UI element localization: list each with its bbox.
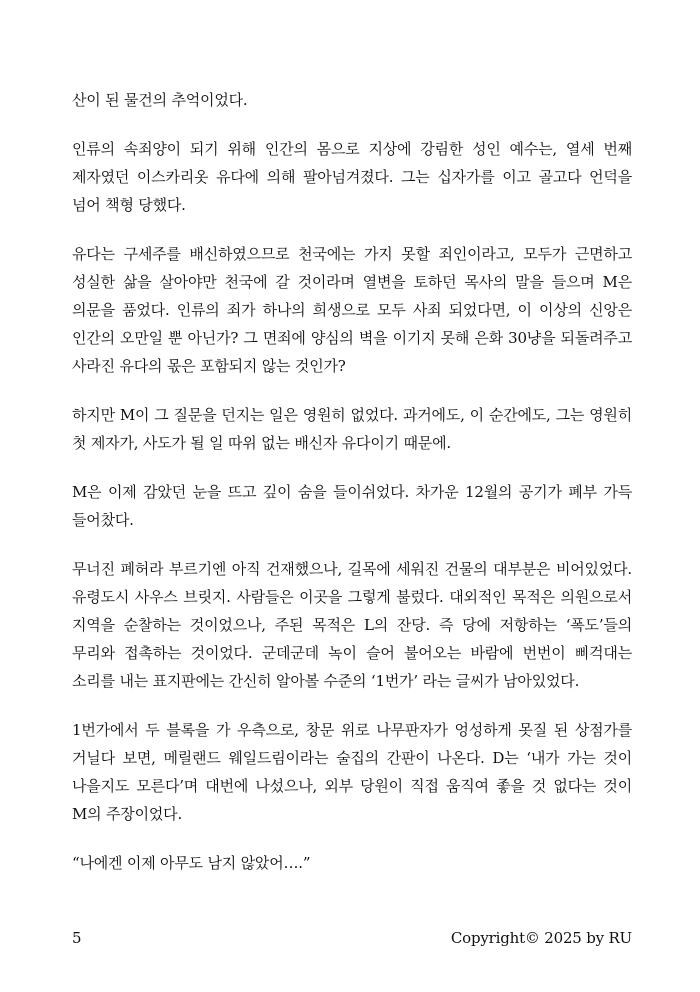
- copyright-notice: Copyright© 2025 by RU: [450, 929, 632, 947]
- paragraph-6: 무너진 폐허라 부르기엔 아직 건재했으나, 길목에 세워진 건물의 대부분은 비어있었다. 유령도시 사우스 브릿지. 사람들은 이곳을 그렇게 불렀다. 대외적인 목적은 의원으로서 지역을 순찰하는 것이었으나, 주된 목적은 L의 잔당. 즉 당에 저항하는 ‘폭도’들의 무리와 접촉하는 것이었다. 군데군데 녹이 슬어 불어오는 바람에 번번이 삐걱대는 소리를 내는 표지판에는 간신히 알아볼 수준의 ‘1번가’ 라는 글씨가 남아있었다.: [72, 560, 632, 690]
- paragraph-7: 1번가에서 두 블록을 가 우측으로, 창문 위로 나무판자가 엉성하게 못질 된 상점가를 거닐다 보면, 메릴랜드 웨일드림이라는 술집의 간판이 나온다. D는 ‘내가 가는 것이 나을지도 모른다’며 대번에 나섰으나, 외부 당원이 직접 움직여 좋을 것 없다는 것이 M의 주장이었다.: [72, 721, 632, 823]
- document-body: [72, 86, 632, 898]
- paragraph-1: 산이 된 물건의 추억이었다.: [72, 91, 248, 109]
- paragraph-3: 유다는 구세주를 배신하였으므로 천국에는 가지 못할 죄인이라고, 모두가 근면하고 성실한 삶을 살아야만 천국에 갈 것이라며 열변을 토하던 목사의 말을 들으며 M은 의문을 품었다. 인류의 죄가 하나의 희생으로 모두 사죄 되었다면, 이 이상의 신앙은 인간의 오만일 뿐 아닌가? 그 면죄에 양심의 벽을 이기지 못해 은화 30냥을 되돌려주고 사라진 유다의 몫은 포함되지 않는 것인가?: [72, 245, 632, 375]
- paragraph-2: 인류의 속죄양이 되기 위해 인간의 몸으로 지상에 강림한 성인 예수는, 열세 번째 제자였던 이스카리옷 유다에 의해 팔아넘겨졌다. 그는 십자가를 이고 골고다 언덕을 넘어 책형 당했다.: [72, 140, 632, 214]
- paragraph-5: M은 이제 감았던 눈을 뜨고 깊이 숨을 들이쉬었다. 차가운 12월의 공기가 폐부 가득 들어찼다.: [72, 483, 632, 529]
- dialogue-line: “나에겐 이제 아무도 남지 않았어….”: [72, 854, 311, 872]
- page-footer: [72, 926, 632, 950]
- paragraph-4: 하지만 M이 그 질문을 던지는 일은 영원히 없었다. 과거에도, 이 순간에도, 그는 영원히 첫 제자가, 사도가 될 일 따위 없는 배신자 유다이기 때문에.: [72, 406, 632, 452]
- page-number: 5: [72, 929, 82, 947]
